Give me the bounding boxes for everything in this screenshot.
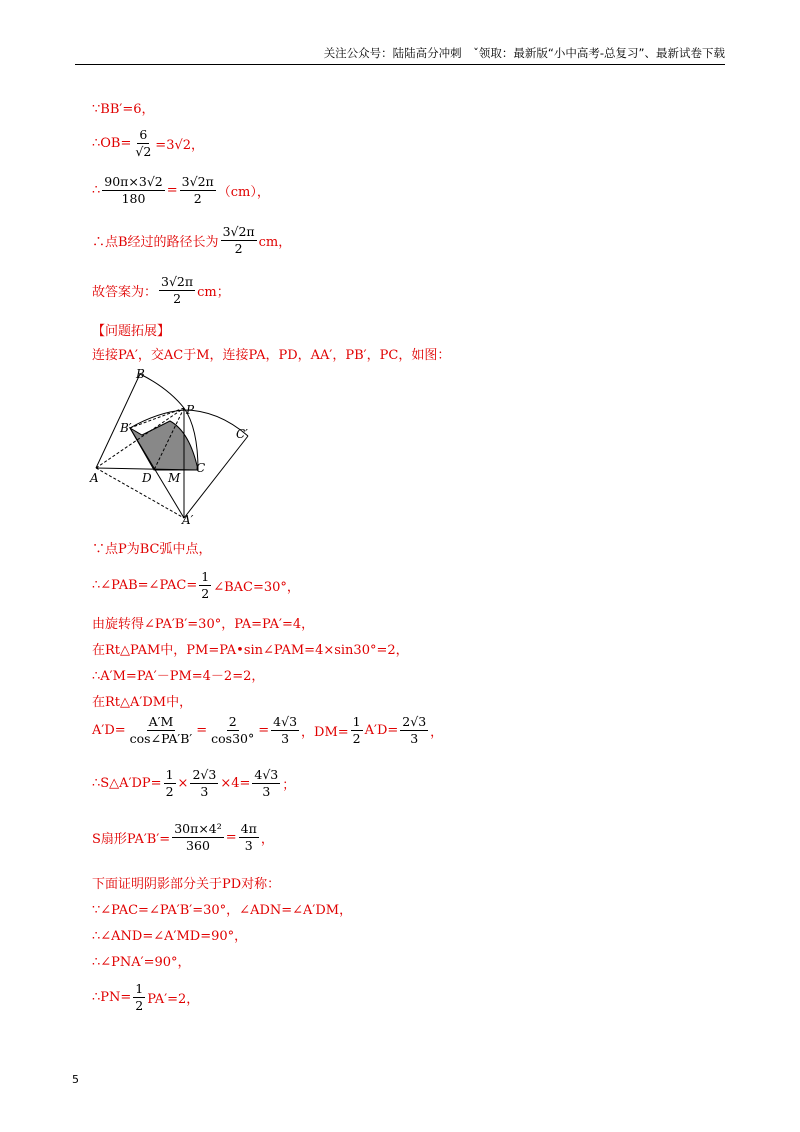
fraction: $\frac{A'M}{\cos\angle PA'B'}$ xyxy=(129,714,193,746)
fraction: $\frac{1}{2}$ xyxy=(352,714,361,746)
fraction: $\frac{1}{2}$ xyxy=(165,767,174,799)
fraction: $\frac{90\pi\times 3√2}{180}$ xyxy=(104,174,163,206)
line-14: A′D= $\frac{A'M}{\cos\angle PA'B'}$ = $\frac{2}{\cos 30^\circ}$ = $\frac{4√3}{3}$ ，DM= $\frac{1}{2}$ A′D= $\frac{2√3}{3}$ ， xyxy=(92,714,444,746)
label-B: B xyxy=(136,368,145,381)
line-8: ∵点P为BC弧中点， xyxy=(92,542,212,557)
label-A-prime: A′ xyxy=(182,513,194,527)
line-18: ∵∠PAC=∠PA′B′=30°，∠ADN=∠A′DM， xyxy=(92,903,353,918)
line-12: ∴A′M=PA′－PM=4－2=2， xyxy=(92,669,265,684)
fraction: $\frac{2√3}{3}$ xyxy=(402,714,427,746)
label-B-prime: B′ xyxy=(120,421,132,435)
fraction: $\frac{2√3}{3}$ xyxy=(192,767,217,799)
fraction: $\frac{4√3}{3}$ xyxy=(273,714,298,746)
fraction: $\frac{4√3}{3}$ xyxy=(254,767,279,799)
label-C-prime: C′ xyxy=(236,427,248,441)
label-C: C xyxy=(196,461,206,475)
line-10: 由旋转得∠PA′B′=30°，PA=PA′=4， xyxy=(92,617,315,632)
fraction: $\frac{3√2\pi}{2}$ xyxy=(181,174,214,206)
page-number: 5 xyxy=(72,1073,79,1086)
fraction: $\frac{2}{\cos 30^\circ}$ xyxy=(211,714,255,746)
page-header xyxy=(75,42,725,65)
label-A: A xyxy=(90,471,99,485)
line-15: ∴S△A′DP= $\frac{1}{2}$ × $\frac{2√3}{3}$ ×4= $\frac{4√3}{3}$ ； xyxy=(92,767,296,799)
line-2: ∴OB= $\frac{6}{√2}$ =3√2， xyxy=(92,127,205,159)
line-1: ∵BB′=6， xyxy=(92,102,155,117)
line-11: 在Rt△PAM中，PM=PA•sin∠PAM=4×sin30°=2， xyxy=(92,643,409,658)
segment-AB xyxy=(96,374,140,468)
line-21: ∴PN= $\frac{1}{2}$ PA′=2， xyxy=(92,981,200,1013)
line-19: ∴∠AND=∠A′MD=90°， xyxy=(92,929,248,944)
fraction: $\frac{3√2\pi}{2}$ xyxy=(222,224,255,256)
line-5: 故答案为： $\frac{3√2\pi}{2}$ cm； xyxy=(92,274,230,306)
fraction: $\frac{1}{2}$ xyxy=(201,569,210,601)
fraction: $\frac{1}{2}$ xyxy=(135,981,144,1013)
segment-A-prime-C-prime xyxy=(184,436,248,518)
line-3: ∴ $\frac{90\pi\times 3√2}{180}$ = $\frac{3√2\pi}{2}$ （cm）， xyxy=(92,174,270,206)
line-17: 下面证明阴影部分关于PD对称： xyxy=(92,877,281,892)
label-P: P xyxy=(186,403,195,417)
section-title: 【问题拓展】 xyxy=(92,324,171,339)
label-M: M xyxy=(168,471,181,485)
line-4: ∴点B经过的路径长为 $\frac{3√2\pi}{2}$ cm， xyxy=(92,224,292,256)
arc-BC xyxy=(140,374,184,408)
fraction: $\frac{4\pi}{3}$ xyxy=(240,821,257,853)
fraction: $\frac{6}{√2}$ xyxy=(135,127,152,159)
line-20: ∴∠PNA′=90°， xyxy=(92,955,191,970)
fraction: $\frac{\text{30π×4²}}{360}$ xyxy=(174,821,222,853)
line-13: 在Rt△A′DM中， xyxy=(92,695,193,710)
header-text: 关注公众号：陆陆高分冲刺 ˇ领取：最新版“小中高考-总复习”、最新试卷下载 xyxy=(323,46,725,60)
line-7: 连接PA′，交AC于M，连接PA，PD，AA′，PB′，PC，如图： xyxy=(92,348,451,363)
geometry-figure xyxy=(88,368,268,528)
fraction: $\frac{3√2\pi}{2}$ xyxy=(161,274,194,306)
label-D: D xyxy=(142,471,152,485)
line-16: S扇形PA′B′= $\frac{\text{30π×4²}}{360}$ = $\frac{4\pi}{3}$ ， xyxy=(92,821,274,853)
line-9: ∴∠PAB=∠PAC= $\frac{1}{2}$ ∠BAC=30°， xyxy=(92,569,300,601)
